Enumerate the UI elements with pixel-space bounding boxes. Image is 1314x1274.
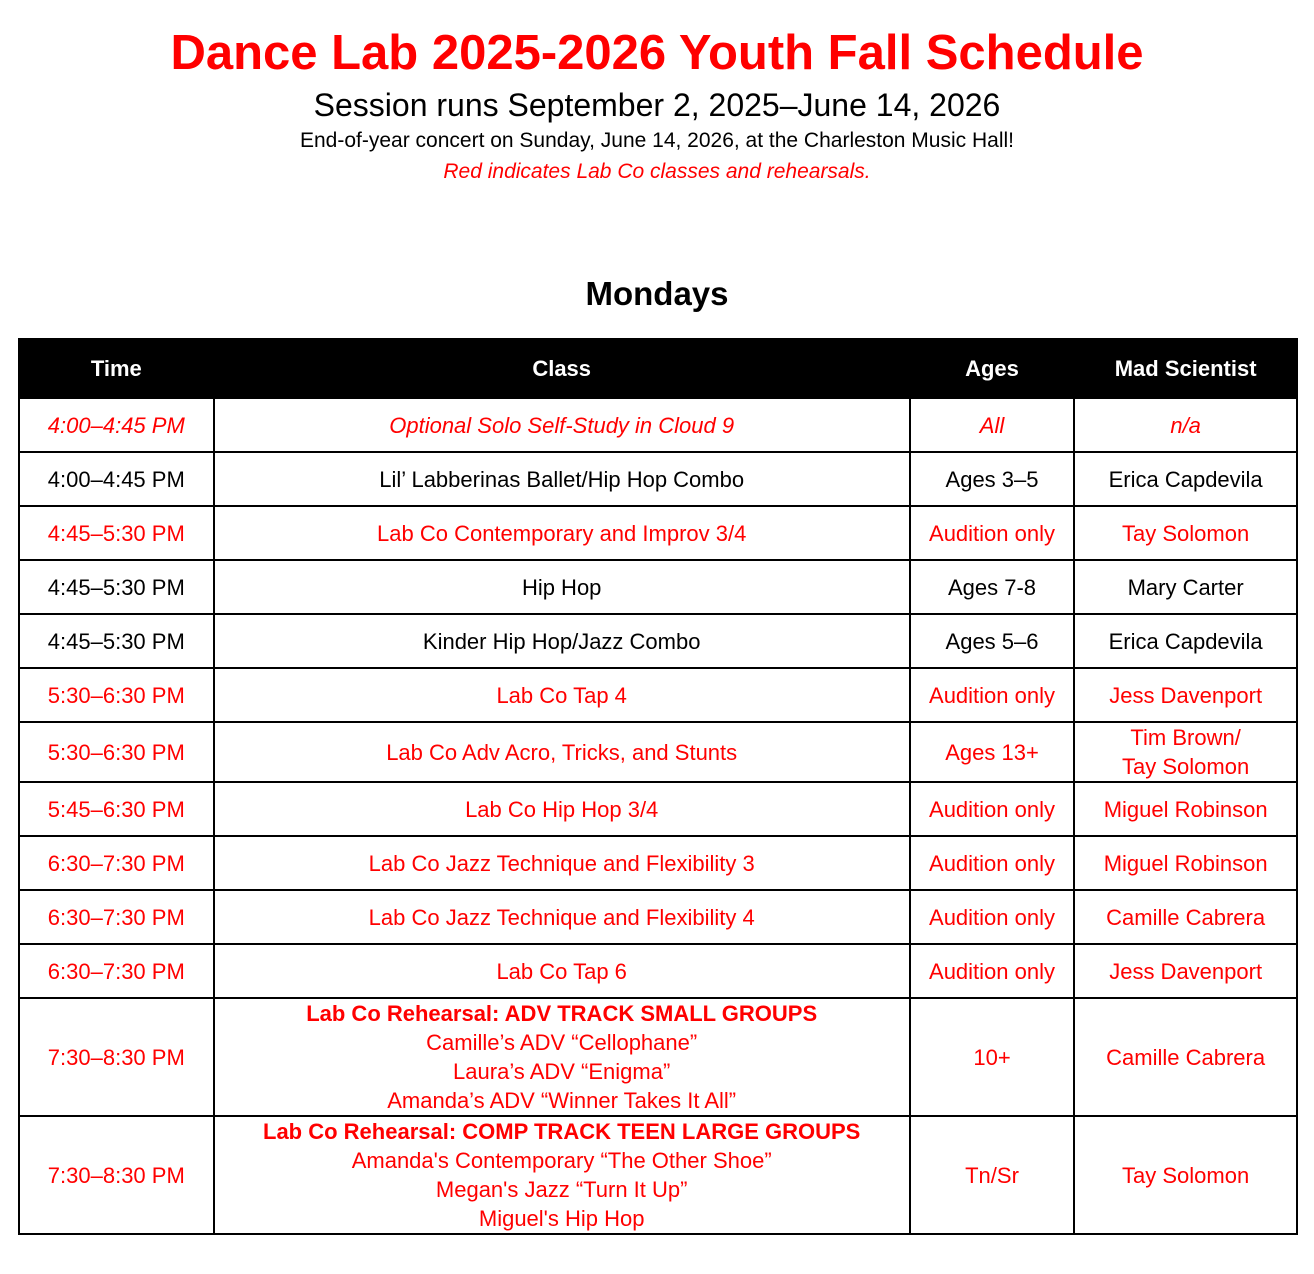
cell-teacher	[1074, 782, 1297, 836]
cell-class	[214, 668, 910, 722]
cell-time: 4:45–5:30 PM	[19, 506, 214, 560]
rehearsal-piece: Megan's Jazz “Turn It Up”	[435, 1177, 688, 1202]
rehearsal-heading: Lab Co Rehearsal: COMP TRACK TEEN LARGE GROUPS	[263, 1119, 861, 1144]
teacher-name: Jess Davenport	[1109, 958, 1263, 984]
table-row	[19, 890, 1297, 944]
class-name: Lab Co Tap 4	[496, 682, 627, 708]
cell-teacher	[1074, 722, 1297, 782]
cell-ages: Audition only	[910, 890, 1075, 944]
cell-class	[214, 782, 910, 836]
class-name: Lab Co Tap 6	[496, 958, 627, 984]
table-row	[19, 398, 1297, 452]
teacher-name: Tim Brown/	[1130, 725, 1241, 750]
class-name: Hip Hop	[521, 574, 602, 600]
day-heading: Mondays	[585, 275, 729, 312]
cell-class	[214, 998, 910, 1116]
cell-time: 5:30–6:30 PM	[19, 722, 214, 782]
cell-time: 7:30–8:30 PM	[19, 1116, 214, 1234]
cell-time: 4:45–5:30 PM	[19, 560, 214, 614]
rehearsal-piece: Amanda’s ADV “Winner Takes It All”	[387, 1088, 737, 1113]
cell-teacher	[1074, 836, 1297, 890]
cell-time: 5:30–6:30 PM	[19, 668, 214, 722]
cell-ages: Tn/Sr	[910, 1116, 1075, 1234]
class-name: Lab Co Jazz Technique and Flexibility 3	[368, 850, 755, 876]
cell-teacher	[1074, 1116, 1297, 1234]
table-row	[19, 782, 1297, 836]
cell-time: 7:30–8:30 PM	[19, 998, 214, 1116]
class-name: Optional Solo Self-Study in Cloud 9	[389, 412, 735, 438]
teacher-name: Erica Capdevila	[1108, 628, 1263, 654]
column-header-class: Class	[214, 339, 910, 398]
cell-time: 6:30–7:30 PM	[19, 836, 214, 890]
column-header-time: Time	[19, 339, 214, 398]
class-name: Lil’ Labberinas Ballet/Hip Hop Combo	[379, 466, 745, 492]
table-row	[19, 506, 1297, 560]
class-name: Kinder Hip Hop/Jazz Combo	[422, 628, 701, 654]
cell-ages: Audition only	[910, 836, 1075, 890]
cell-class	[214, 614, 910, 668]
teacher-name: Camille Cabrera	[1106, 904, 1266, 930]
class-name: Lab Co Hip Hop 3/4	[465, 796, 659, 822]
cell-ages: 10+	[910, 998, 1075, 1116]
table-row	[19, 452, 1297, 506]
page-title: Dance Lab 2025-2026 Youth Fall Schedule	[170, 26, 1144, 80]
cell-teacher	[1074, 398, 1297, 452]
cell-teacher	[1074, 944, 1297, 998]
cell-teacher	[1074, 560, 1297, 614]
class-name: Lab Co Adv Acro, Tricks, and Stunts	[386, 739, 738, 765]
cell-class	[214, 452, 910, 506]
rehearsal-piece: Amanda's Contemporary “The Other Shoe”	[351, 1148, 772, 1173]
teacher-name: Miguel Robinson	[1103, 796, 1268, 822]
teacher-name: Mary Carter	[1127, 574, 1244, 600]
table-row	[19, 944, 1297, 998]
cell-class	[214, 944, 910, 998]
table-row	[19, 668, 1297, 722]
teacher-name: Miguel Robinson	[1103, 850, 1268, 876]
rehearsal-piece: Camille’s ADV “Cellophane”	[426, 1030, 698, 1055]
session-dates: Session runs September 2, 2025–June 14, 2026	[313, 87, 1001, 123]
table-row	[19, 836, 1297, 890]
teacher-name: Tay Solomon	[1122, 1162, 1250, 1188]
teacher-name: n/a	[1170, 412, 1201, 438]
cell-teacher	[1074, 668, 1297, 722]
table-row	[19, 560, 1297, 614]
schedule-header	[0, 0, 1314, 188]
cell-teacher	[1074, 506, 1297, 560]
cell-ages: Audition only	[910, 944, 1075, 998]
table-row	[19, 614, 1297, 668]
cell-ages: Ages 7-8	[910, 560, 1075, 614]
cell-time: 6:30–7:30 PM	[19, 890, 214, 944]
cell-teacher	[1074, 998, 1297, 1116]
cell-class	[214, 836, 910, 890]
header-row	[19, 339, 1297, 398]
table-row	[19, 1116, 1297, 1234]
cell-class	[214, 1116, 910, 1234]
class-name: Lab Co Contemporary and Improv 3/4	[377, 520, 747, 546]
cell-ages: All	[910, 398, 1075, 452]
teacher-name: Erica Capdevila	[1108, 466, 1263, 492]
color-legend-note: Red indicates Lab Co classes and rehearsals.	[443, 160, 871, 183]
column-header-ages: Ages	[910, 339, 1075, 398]
class-name: Lab Co Jazz Technique and Flexibility 4	[368, 904, 755, 930]
teacher-name: Tay Solomon	[1122, 754, 1250, 779]
cell-ages: Ages 3–5	[910, 452, 1075, 506]
table-row	[19, 998, 1297, 1116]
concert-note: End-of-year concert on Sunday, June 14, 2026, at the Charleston Music Hall!	[299, 129, 1014, 152]
cell-class	[214, 560, 910, 614]
teacher-name: Camille Cabrera	[1106, 1044, 1266, 1070]
cell-class	[214, 398, 910, 452]
cell-class	[214, 506, 910, 560]
cell-teacher	[1074, 452, 1297, 506]
cell-time: 5:45–6:30 PM	[19, 782, 214, 836]
cell-teacher	[1074, 890, 1297, 944]
cell-teacher	[1074, 614, 1297, 668]
teacher-name: Tay Solomon	[1122, 520, 1250, 546]
table-body	[19, 398, 1297, 1234]
cell-ages: Ages 5–6	[910, 614, 1075, 668]
table-header	[19, 339, 1297, 398]
cell-ages: Audition only	[910, 668, 1075, 722]
schedule-table	[18, 338, 1298, 1235]
cell-ages: Audition only	[910, 782, 1075, 836]
cell-time: 4:00–4:45 PM	[19, 452, 214, 506]
rehearsal-piece: Laura’s ADV “Enigma”	[453, 1059, 671, 1084]
cell-time: 4:45–5:30 PM	[19, 614, 214, 668]
cell-time: 4:00–4:45 PM	[19, 398, 214, 452]
rehearsal-piece: Miguel's Hip Hop	[478, 1206, 645, 1231]
cell-class	[214, 890, 910, 944]
table-row	[19, 722, 1297, 782]
column-header-teacher: Mad Scientist	[1074, 339, 1297, 398]
cell-ages: Audition only	[910, 506, 1075, 560]
cell-ages: Ages 13+	[910, 722, 1075, 782]
cell-class	[214, 722, 910, 782]
cell-time: 6:30–7:30 PM	[19, 944, 214, 998]
teacher-name: Jess Davenport	[1109, 682, 1263, 708]
rehearsal-heading: Lab Co Rehearsal: ADV TRACK SMALL GROUPS	[306, 1001, 818, 1026]
